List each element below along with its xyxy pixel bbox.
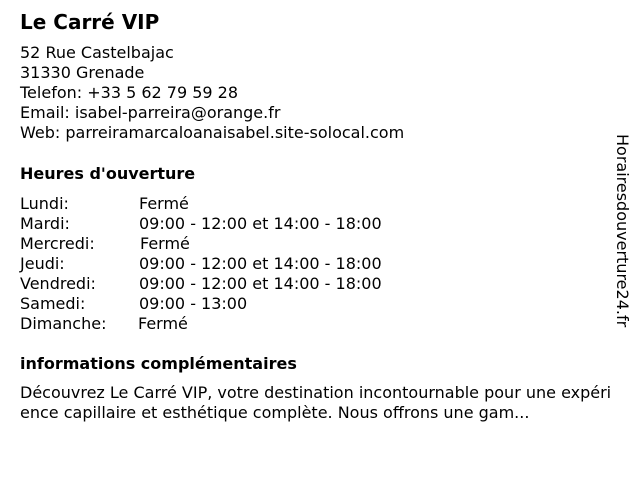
info-title: informations complémentaires — [20, 354, 297, 373]
hours-day: Dimanche: — [20, 314, 107, 333]
hours-time: 09:00 - 12:00 et 14:00 - 18:00 — [139, 274, 382, 293]
hours-time: 09:00 - 13:00 — [139, 294, 248, 313]
address-city: 31330 Grenade — [20, 63, 145, 82]
hours-time: Fermé — [138, 314, 188, 333]
hours-day: Mercredi: — [20, 234, 95, 253]
hours-day: Jeudi: — [20, 254, 65, 273]
watermark-text: Horairesdouverture24.fr — [613, 134, 632, 328]
email-line[interactable]: Email: isabel-parreira@orange.fr — [20, 103, 281, 122]
hours-day: Samedi: — [20, 294, 86, 313]
web-line[interactable]: Web: parreiramarcaloanaisabel.site-solocal.com — [20, 123, 405, 142]
hours-time: 09:00 - 12:00 et 14:00 - 18:00 — [139, 214, 382, 233]
hours-day: Vendredi: — [20, 274, 96, 293]
hours-time: Fermé — [140, 234, 190, 253]
hours-time: Fermé — [139, 194, 189, 213]
phone-line[interactable]: Telefon: +33 5 62 79 59 28 — [20, 83, 239, 102]
description-text: Découvrez Le Carré VIP, votre destination incontournable pour une expérience capillaire et esthétique complète. Nous offrons une gam... — [20, 383, 612, 422]
business-name: Le Carré VIP — [20, 10, 160, 34]
address-street: 52 Rue Castelbajac — [20, 43, 174, 62]
hours-title: Heures d'ouverture — [20, 164, 196, 183]
hours-time: 09:00 - 12:00 et 14:00 - 18:00 — [139, 254, 382, 273]
hours-day: Lundi: — [20, 194, 69, 213]
hours-day: Mardi: — [20, 214, 70, 233]
contact-block — [20, 43, 404, 143]
